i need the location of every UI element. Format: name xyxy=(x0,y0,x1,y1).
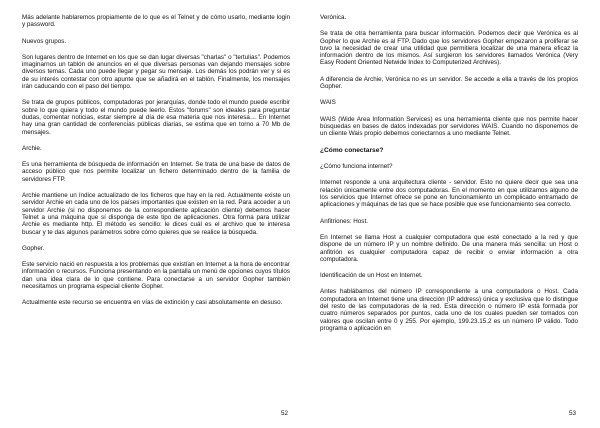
paragraph-telnet-intro: Más adelante hablaremos propiamente de lo que es el Telnet y de cómo usarlo, mediante login y password. xyxy=(22,14,290,29)
paragraph-veronica-definition: Se trata de otra herramienta para buscar información. Podemos decir que Verónica es al Gopher lo que Archie es al FTP. Dado que los servidores Gopher empezaron a proliferar se tuvo la necesidad de crear una utilidad que permitiera localizar de una manera eficaz la información dentro de los mismos. Así surgieron los servidores llamados Verónica (Very Easy Rodent Oriented Netwide Index to Computerized Archives). xyxy=(320,30,578,67)
paragraph-veronica-access: A diferencia de Archie, Verónica no es un servidor. Se accede a ella a través de los propios Gopher. xyxy=(320,75,578,91)
paragraph-host-definition: En Internet se llama Host a cualquier computadora que esté conectado a la red y que dispone de un número IP y un nombre definido. De una manera más sencilla: un Host o anfitrión es cualquier computadora capaz de recibir o enviar información a otra computadora. xyxy=(320,233,578,263)
heading-como-conectarse: ¿Cómo conectarse? xyxy=(320,146,384,154)
paragraph-grupos-publicos: Se trata de grupos públicos, computadoras por jerarquías, donde todo el mundo puede escribir sobre lo que quiera y todo el mundo puede leerlo. Estos "forums" son ideales para preguntar dudas, comentar noticias, estar siempre al día de esa materia que nos interesa… En Internet hay una gran cantidad de conferencias públicas diarias, se estima que en torno a 70 Mb de mensajes. xyxy=(22,99,290,136)
section-title-identificacion-host: Identificación de un Host en Internet. xyxy=(320,272,423,280)
section-title-anfitriones: Anfitriones: Host. xyxy=(320,217,368,225)
section-title-veronica: Verónica. xyxy=(320,14,347,21)
section-title-nuevos-grupos: Nuevos grupos. xyxy=(22,37,67,45)
page-number-right: 53 xyxy=(568,410,576,417)
section-title-como-funciona: ¿Cómo funciona internet? xyxy=(320,163,393,171)
paragraph-wais-definition: WAIS (Wide Area Information Services) es una herramienta cliente que nos permite hacer búsquedas en bases de datos indexadas por servidores WAIS. Cuando no disponemos de un cliente Wais propio debemos conectarnos a uno mediante Telnet. xyxy=(320,115,578,138)
paragraph-archie-definition: Es una herramienta de búsqueda de información en Internet. Se trata de una base de datos de acceso público que nos permite localizar un fichero determinado dentro de la familia de servidores FTP. xyxy=(22,161,290,183)
paragraph-gopher-extinction: Actualmente este recurso se encuentra en vías de extinción y casi absolutamente en desuso. xyxy=(22,299,283,307)
paragraph-tablon-anuncios: Son lugares dentro de Internet en los que se dan lugar diversas "charlas" o "tertulias". Podemos imaginarnos un tablón de anuncios en el que diversas personas van dejando mensajes sobre diversos temas. Cada uno puede llegar y pegar su mensaje. Los demás los podrán ver y si es de su interés contestar con otro apunte que se añadirá en el tablón. Finalmente, los mensajes irán caducando con el paso del tiempo. xyxy=(22,53,290,91)
section-title-wais: WAIS xyxy=(320,99,336,107)
page-number-left: 52 xyxy=(280,410,288,417)
paragraph-archie-index: Archie mantiene un índice actualizado de los ficheros que hay en la red. Actualmente existe un servidor Archie en cada uno de los países importantes que existen en la red. Para acceder a un servidor Archie (si no disponemos de la correspondiente aplicación cliente) debemos hacer Telnet a una máquina que sí disponga de este tipo de aplicaciones. Otra forma para utilizar Archie es mediante http. El método es sencillo: le dices cuál es el archivo que te interesa buscar y te das algunos parámetros sobre cómo quieres que se realice la búsqueda. xyxy=(22,192,290,236)
section-title-archie: Archie. xyxy=(22,144,42,152)
paragraph-ip-address: Antes hablábamos del número IP correspondiente a una computadora o Host. Cada computadora en Internet tiene una dirección (IP address) única y exclusiva que lo distingue del resto de las computadoras de la red. Esta dirección o número IP está formada por cuatro números separados por puntos, cada uno de los cuales pueden ser tomados con valores que oscilan entre 0 y 255. Por ejemplo, 199.23.15.2 es un número IP válido. Todo programa o aplicación en xyxy=(320,288,578,332)
right-page xyxy=(300,0,600,428)
section-title-gopher: Gopher. xyxy=(22,244,45,252)
paragraph-gopher-service: Este servicio nació en respuesta a los problemas que existían en Internet a la hora de encontrar información o recursos. Funciona presentando en la pantalla un menú de opciones cuyos títulos dan una idea clara de lo que contiene. Para conectarse a un servidor Gopher también necesitamos un programa especial cliente Gopher. xyxy=(22,261,290,291)
paragraph-cliente-servidor: Internet responde a una arquitectura cliente - servidor. Esto no quiere decir que sea una relación únicamente entre dos computadoras. En el momento en que utilizamos alguno de los servicios que Internet ofrece se pone en funcionamiento un complicado entramado de aplicaciones y máquinas de las que se hace posible que ese funcionamiento sea correcto. xyxy=(320,179,578,209)
